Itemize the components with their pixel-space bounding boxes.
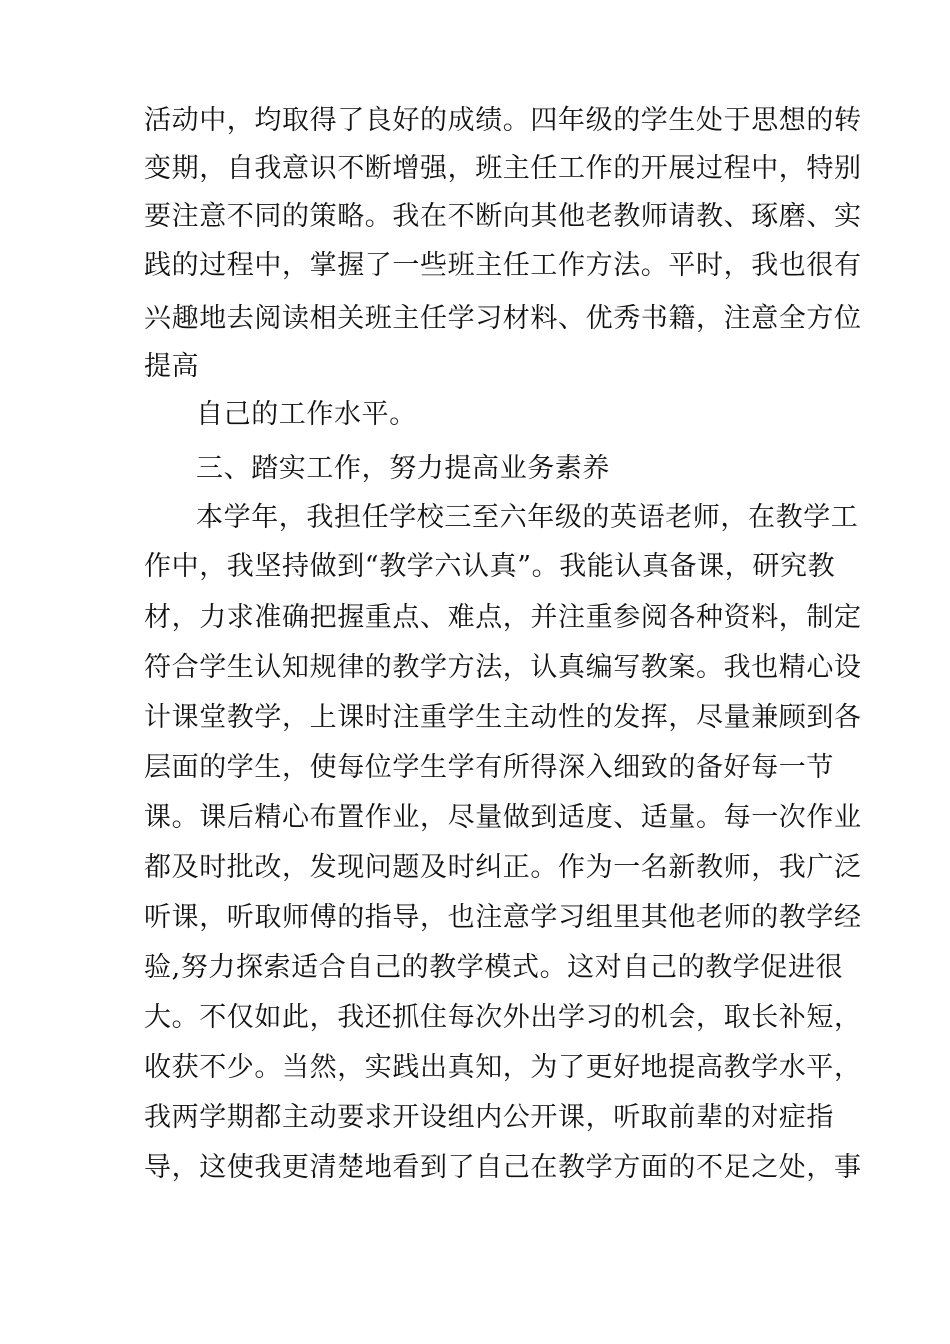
text-line: 收获不少。当然，实践出真知，为了更好地提高教学水平， xyxy=(144,1052,862,1083)
text-line: 验,努力探索适合自己的教学模式。这对自己的教学促进很 xyxy=(144,952,844,983)
text-line: 材，力求准确把握重点、难点，并注重参阅各种资料，制定 xyxy=(144,602,862,633)
text-line: 自己的工作水平。 xyxy=(196,399,417,430)
text-line: 本学年，我担任学校三至六年级的英语老师，在教学工 xyxy=(196,502,859,533)
section-heading: 三、踏实工作，努力提高业务素养 xyxy=(196,453,610,484)
text-line: 课。课后精心布置作业，尽量做到适度、适量。每一次作业 xyxy=(144,802,862,833)
text-line: 计课堂教学，上课时注重学生主动性的发挥，尽量兼顾到各 xyxy=(144,702,862,733)
text-line: 导，这使我更清楚地看到了自己在教学方面的不足之处，事 xyxy=(144,1152,862,1183)
text-line: 听课，听取师傅的指导，也注意学习组里其他老师的教学经 xyxy=(144,902,862,933)
text-line: 都及时批改，发现问题及时纠正。作为一名新教师，我广泛 xyxy=(144,852,862,883)
text-line: 我两学期都主动要求开设组内公开课，听取前辈的对症指 xyxy=(144,1102,834,1133)
text-line: 大。不仅如此，我还抓住每次外出学习的机会，取长补短， xyxy=(144,1002,862,1033)
text-line: 活动中，均取得了良好的成绩。四年级的学生处于思想的转 xyxy=(144,105,862,136)
text-line: 提高 xyxy=(144,351,200,382)
text-line: 符合学生认知规律的教学方法，认真编写教案。我也精心设 xyxy=(144,652,862,683)
text-line: 践的过程中，掌握了一些班主任工作方法。平时，我也很有 xyxy=(144,250,862,281)
text-line: 层面的学生，使每位学生学有所得深入细致的备好每一节 xyxy=(144,752,834,783)
text-line: 变期，自我意识不断增强，班主任工作的开展过程中，特别 xyxy=(144,153,862,184)
text-line: 要注意不同的策略。我在不断向其他老教师请教、琢磨、实 xyxy=(144,201,862,232)
text-line: 作中，我坚持做到“教学六认真”。我能认真备课，研究教 xyxy=(144,551,836,582)
text-line: 兴趣地去阅读相关班主任学习材料、优秀书籍，注意全方位 xyxy=(144,303,862,334)
